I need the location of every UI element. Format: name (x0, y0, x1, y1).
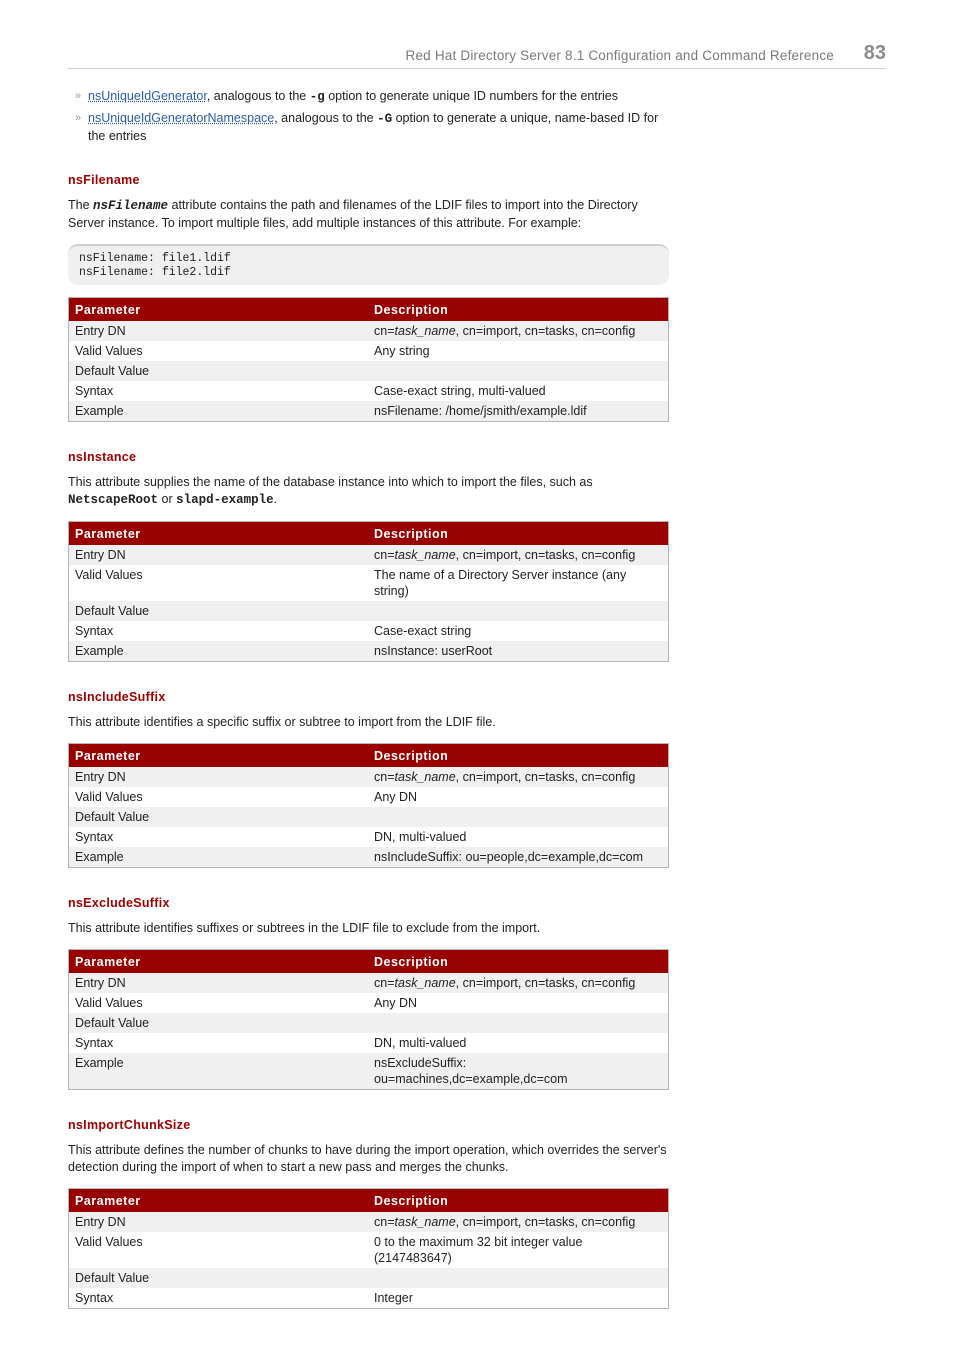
table-row (69, 1268, 669, 1288)
parameter-cell: Example (69, 641, 369, 662)
parameter-cell: Syntax (75, 624, 114, 638)
parameter-cell: Example (69, 401, 369, 422)
code-term: NetscapeRoot (68, 493, 159, 507)
page-number: 83 (863, 42, 886, 64)
table-header-row (69, 950, 669, 974)
table-row (69, 1212, 669, 1232)
description-cell: Any DN (374, 790, 418, 804)
description-cell: cn=task_name, cn=import, cn=tasks, cn=config (368, 545, 669, 565)
table-row (69, 847, 669, 868)
parameter-table (68, 949, 669, 1090)
description-cell: DN, multi-valued (374, 830, 467, 844)
column-header-description: Description (368, 522, 669, 546)
description-cell: nsFilename: /home/jsmith/example.ldif (368, 401, 669, 422)
description-cell: nsIncludeSuffix: ou=people,dc=example,dc=com (368, 847, 669, 868)
table-row (69, 381, 669, 401)
parameter-cell: Syntax (75, 384, 114, 398)
table-row (69, 1013, 669, 1033)
list-item (68, 88, 669, 106)
section-description: This attribute supplies the name of the database instance into which to import the files, such as NetscapeRoot or slapd-example. (68, 475, 593, 507)
column-header-description: Description (368, 744, 669, 768)
section-heading-nsinstance: nsInstance (68, 450, 137, 464)
table-row (69, 827, 669, 847)
table-header-row (69, 298, 669, 322)
parameter-cell: Default Value (69, 601, 369, 621)
description-cell: cn=task_name, cn=import, cn=tasks, cn=config (368, 767, 669, 787)
code-line: nsFilename: file1.ldif (79, 252, 231, 265)
parameter-cell: Default Value (69, 1268, 369, 1288)
parameter-cell: Valid Values (75, 1235, 143, 1249)
description-cell: 0 to the maximum 32 bit integer value (2147483647) (374, 1235, 583, 1265)
parameter-cell: Syntax (75, 1291, 114, 1305)
bullet-icon: » (75, 112, 82, 124)
table-row (69, 1288, 669, 1309)
table-row (69, 767, 669, 787)
description-cell: nsExcludeSuffix: ou=machines,dc=example,dc=com (368, 1053, 669, 1090)
option-code: -g (309, 90, 325, 104)
parameter-cell: Entry DN (69, 767, 369, 787)
column-header-description: Description (368, 950, 669, 974)
parameter-cell: Entry DN (69, 1212, 369, 1232)
link-nsuniqueidgeneratornamespace[interactable]: nsUniqueIdGeneratorNamespace (88, 111, 275, 125)
description-cell (368, 1013, 669, 1033)
description-cell: Case-exact string, multi-valued (374, 384, 546, 398)
description-cell: cn=task_name, cn=import, cn=tasks, cn=config (368, 973, 669, 993)
column-header-parameter: Parameter (69, 950, 369, 974)
column-header-parameter: Parameter (69, 1189, 369, 1213)
table-header-row (69, 744, 669, 768)
description-cell: cn=task_name, cn=import, cn=tasks, cn=config (368, 321, 669, 341)
table-header-row (69, 1189, 669, 1213)
description-cell (368, 1268, 669, 1288)
description-cell: Case-exact string (374, 624, 472, 638)
table-row (69, 1232, 669, 1268)
description-cell: Integer (374, 1291, 413, 1305)
list-text: , analogous to the (274, 111, 378, 125)
parameter-cell: Syntax (75, 830, 114, 844)
column-header-parameter: Parameter (69, 522, 369, 546)
option-code: -G (377, 112, 393, 126)
table-row (69, 973, 669, 993)
attribute-name: nsFilename (93, 199, 169, 213)
document-title: Red Hat Directory Server 8.1 Configuration and Command Reference (405, 48, 834, 63)
table-row (69, 601, 669, 621)
code-line: nsFilename: file2.ldif (79, 266, 231, 279)
table-row (69, 993, 669, 1013)
column-header-parameter: Parameter (69, 298, 369, 322)
list-item (68, 110, 669, 145)
table-row (69, 1053, 669, 1090)
section-description: This attribute defines the number of chunks to have during the import operation, which overrides the server's detection during the import of when to start a new pass and merges the chunks. (68, 1143, 667, 1174)
section-description: The nsFilename attribute contains the path and filenames of the LDIF files to import into the Directory Server instance. To import multiple files, add multiple instances of this attribute. For example: (68, 198, 638, 230)
column-header-parameter: Parameter (69, 744, 369, 768)
description-cell: nsInstance: userRoot (368, 641, 669, 662)
table-row (69, 321, 669, 341)
table-row (69, 401, 669, 422)
description-cell (368, 807, 669, 827)
description-cell: cn=task_name, cn=import, cn=tasks, cn=config (368, 1212, 669, 1232)
list-text: option to generate a unique, name-based ID for the entries (88, 111, 659, 143)
table-row (69, 361, 669, 381)
table-row (69, 787, 669, 807)
parameter-cell: Valid Values (75, 790, 143, 804)
description-cell: DN, multi-valued (374, 1036, 467, 1050)
section-description: This attribute identifies suffixes or subtrees in the LDIF file to exclude from the import. (68, 921, 541, 935)
option-list (68, 88, 669, 145)
description-cell (368, 601, 669, 621)
table-row (69, 565, 669, 601)
table-header-row (69, 522, 669, 546)
parameter-table (68, 743, 669, 868)
parameter-table (68, 521, 669, 662)
parameter-cell: Valid Values (75, 996, 143, 1010)
section-heading-nsimportchunksize: nsImportChunkSize (68, 1118, 191, 1132)
section-heading-nsfilename: nsFilename (68, 173, 140, 187)
list-text: , analogous to the (206, 89, 310, 103)
description-cell: Any string (374, 344, 430, 358)
description-cell (368, 361, 669, 381)
table-row (69, 621, 669, 641)
column-header-description: Description (368, 298, 669, 322)
page-content (68, 88, 669, 1317)
parameter-cell: Default Value (69, 807, 369, 827)
description-cell: The name of a Directory Server instance (any string) (374, 568, 627, 598)
section-description: This attribute identifies a specific suffix or subtree to import from the LDIF file. (68, 715, 496, 729)
list-text: option to generate unique ID numbers for the entries (324, 89, 618, 103)
parameter-table (68, 1188, 669, 1309)
table-row (69, 545, 669, 565)
code-term: slapd-example (176, 493, 274, 507)
parameter-cell: Example (69, 1053, 369, 1090)
column-header-description: Description (368, 1189, 669, 1213)
section-heading-nsexcludesuffix: nsExcludeSuffix (68, 896, 170, 910)
parameter-cell: Syntax (75, 1036, 114, 1050)
table-row (69, 807, 669, 827)
parameter-cell: Default Value (69, 361, 369, 381)
table-row (69, 641, 669, 662)
page-header (68, 40, 886, 69)
parameter-cell: Valid Values (75, 568, 143, 582)
parameter-cell: Entry DN (69, 545, 369, 565)
parameter-cell: Default Value (69, 1013, 369, 1033)
section-heading-nsincludesuffix: nsIncludeSuffix (68, 690, 166, 704)
description-cell: Any DN (374, 996, 418, 1010)
parameter-cell: Valid Values (75, 344, 143, 358)
parameter-cell: Example (69, 847, 369, 868)
link-nsuniqueidgenerator[interactable]: nsUniqueIdGenerator (88, 89, 207, 103)
table-row (69, 1033, 669, 1053)
code-example (68, 244, 669, 285)
table-row (69, 341, 669, 361)
parameter-table (68, 297, 669, 422)
bullet-icon: » (75, 90, 82, 102)
parameter-cell: Entry DN (69, 321, 369, 341)
parameter-cell: Entry DN (69, 973, 369, 993)
